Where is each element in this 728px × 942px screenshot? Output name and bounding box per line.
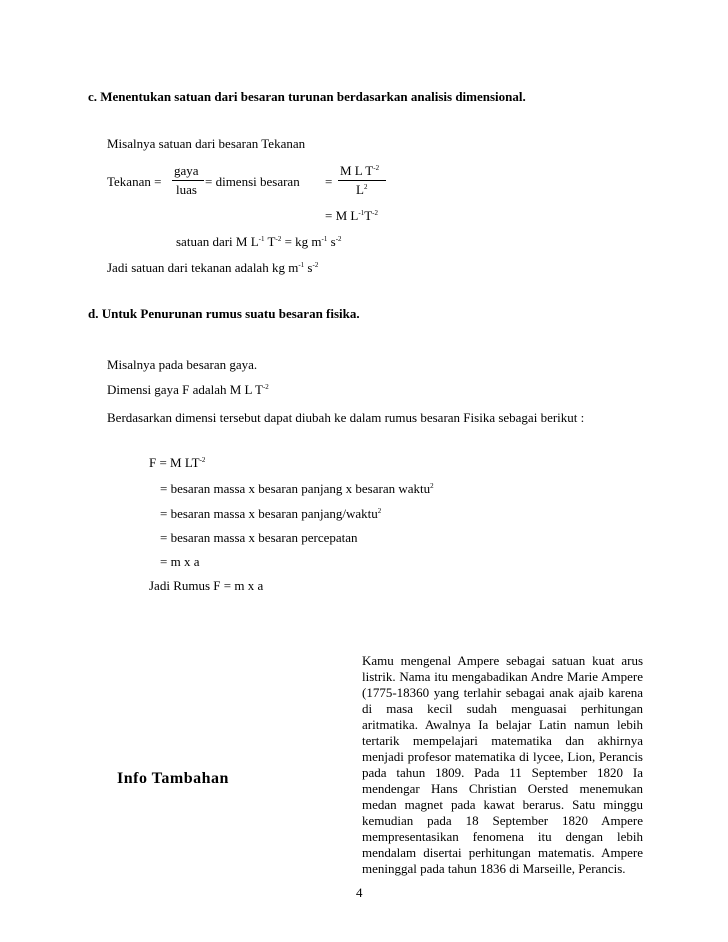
section-d-line2: Dimensi gaya F adalah M L $T^{-2}$ <box>107 382 269 397</box>
section-c-heading: c. Menentukan satuan dari besaran turunan berdasarkan analisis dimensional. <box>88 89 526 104</box>
formula-step4: = m x a <box>160 554 200 569</box>
formula-step1: = besaran massa x besaran panjang x besaran waktu$^2$ <box>160 481 434 496</box>
fraction2-numerator: M L $T^{-2}$ <box>340 163 380 178</box>
fraction1-numerator: gaya <box>174 163 199 178</box>
section-d-line3: Berdasarkan dimensi tersebut dapat diubah ke dalam rumus besaran Fisika sebagai berikut : <box>107 410 585 425</box>
formula-step3: = besaran massa x besaran percepatan <box>160 530 358 545</box>
formula-step2: = besaran massa x besaran panjang/waktu$^2$ <box>160 506 382 521</box>
section-d-heading: d. Untuk Penurunan rumus suatu besaran fisika. <box>88 306 360 321</box>
page-number: 4 <box>356 885 363 900</box>
dimension-result: = M $L^{-1}T^{-2}$ <box>325 208 378 223</box>
fraction2-line <box>338 180 386 181</box>
info-text: Kamu mengenal Ampere sebagai satuan kuat arus listrik. Nama itu mengabadikan Andre Marie Ampere (1775-18360 yang terlahir sebagai anak ajaib karena di masa kecil sudah menguasai perhitungan aritmatika. Awalnya Ia belajar Latin namun lebih tertarik mempelajari matematika dan akhirnya menjadi profesor matematika di lycee, Lion, Perancis pada tahun 1809. Pada 11 September 1820 Ia mendengar Hans Christian Oersted menemukan medan magnet pada kawat berarus. Satu minggu kemudian pada 18 September 1820 Ampere mempresentasikan fenomena itu dengan lebih mendalam disertai perhitungan matematis. Ampere meninggal pada tahun 1836 di Marseille, Perancis. <box>362 653 643 876</box>
satuan-line: satuan dari M $L^{-1}$ $T^{-2}$ = kg $m^{-1}$ $s^{-2}$ <box>176 234 342 249</box>
formula-line: F = M $LT^{-2}$ <box>149 455 206 470</box>
section-c-intro: Misalnya satuan dari besaran Tekanan <box>107 136 306 151</box>
fraction1-denominator: luas <box>176 182 197 197</box>
fraction1-line <box>172 180 204 181</box>
section-d-conclusion: Jadi Rumus F = m x a <box>149 578 264 593</box>
section-d-line1: Misalnya pada besaran gaya. <box>107 357 258 372</box>
section-c-conclusion: Jadi satuan dari tekanan adalah kg $m^{-1}$ $s^{-2}$ <box>107 260 319 275</box>
fraction2-denominator: $L^2$ <box>356 182 368 197</box>
equals-sign: = <box>325 174 333 189</box>
tekanan-label: Tekanan = <box>107 174 162 189</box>
dimensi-text: = dimensi besaran <box>205 174 300 189</box>
info-title: Info Tambahan <box>117 770 229 787</box>
